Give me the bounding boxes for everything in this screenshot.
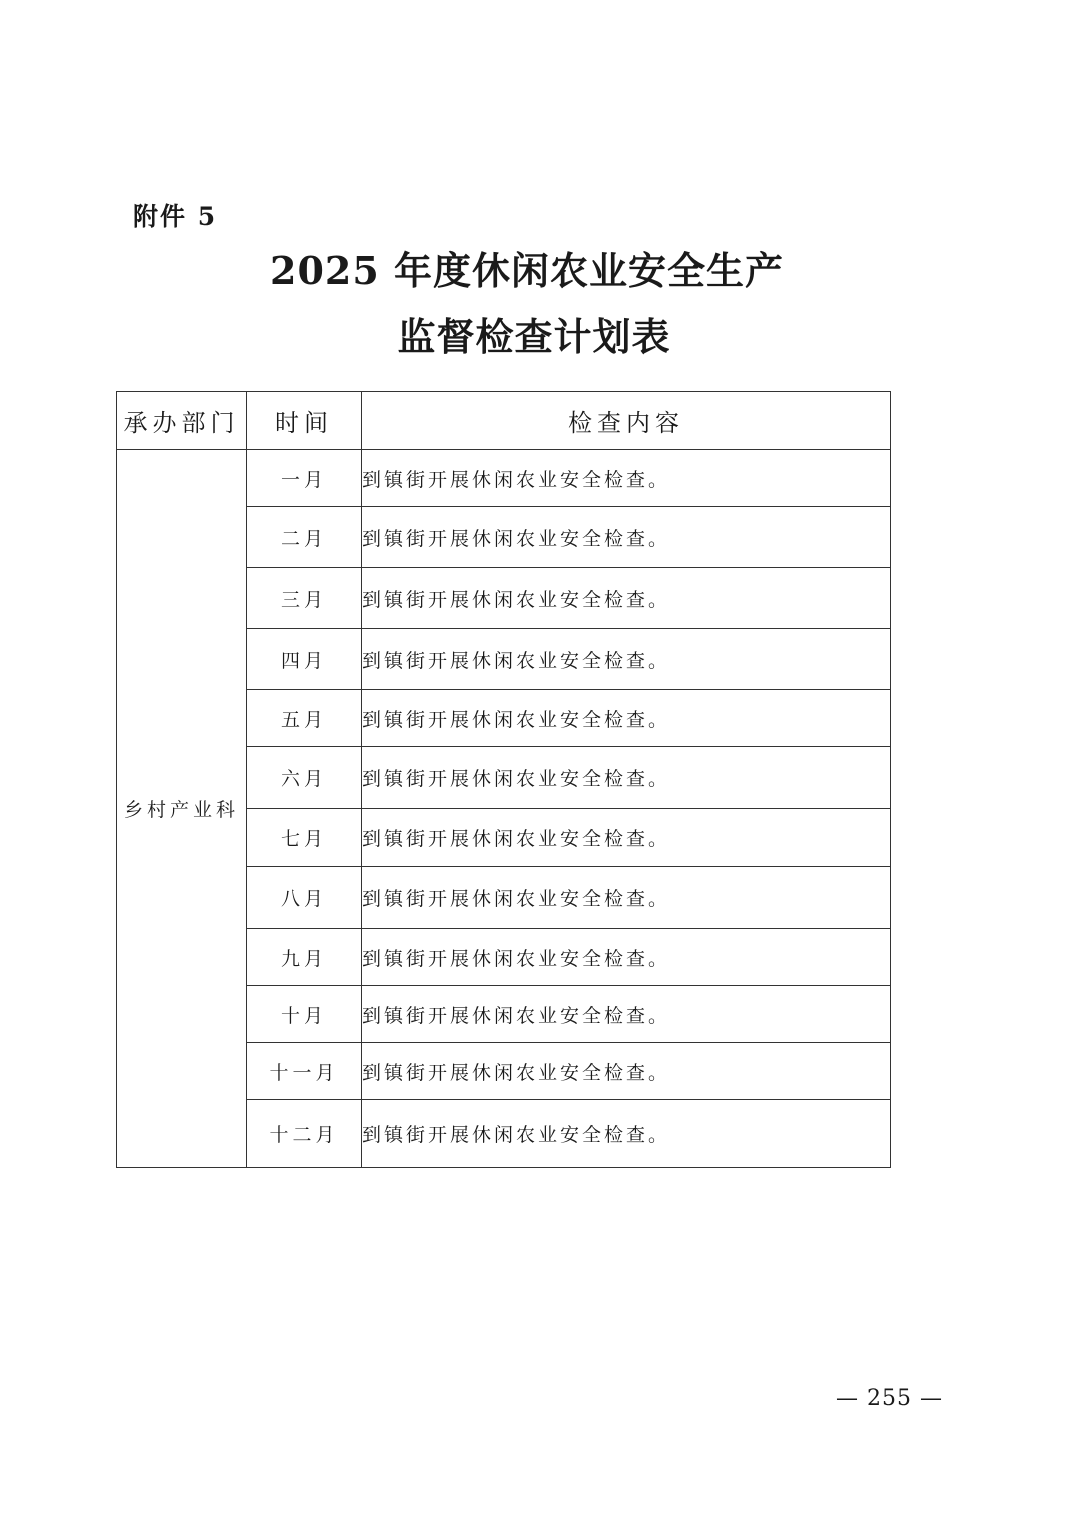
content-cell: 到镇街开展休闲农业安全检查。 [362,1100,891,1168]
month-cell: 十月 [247,986,362,1043]
content-cell: 到镇街开展休闲农业安全检查。 [362,986,891,1043]
document-title-line-1: 2025 年度休闲农业安全生产 [270,248,784,293]
content-cell: 到镇街开展休闲农业安全检查。 [362,809,891,867]
column-header-department: 承办部门 [117,392,247,450]
month-cell: 八月 [247,867,362,929]
inspection-plan-table [116,391,891,1168]
month-cell: 二月 [247,507,362,568]
column-header-content: 检查内容 [362,392,891,450]
month-cell: 十二月 [247,1100,362,1168]
content-cell: 到镇街开展休闲农业安全检查。 [362,1043,891,1100]
month-cell: 四月 [247,629,362,690]
content-cell: 到镇街开展休闲农业安全检查。 [362,747,891,809]
month-cell: 六月 [247,747,362,809]
page-number: — 255 — [836,1386,943,1411]
content-cell: 到镇街开展休闲农业安全检查。 [362,568,891,629]
month-cell: 十一月 [247,1043,362,1100]
column-header-time: 时间 [247,392,362,450]
month-cell: 三月 [247,568,362,629]
month-cell: 九月 [247,929,362,986]
content-cell: 到镇街开展休闲农业安全检查。 [362,690,891,747]
month-cell: 五月 [247,690,362,747]
content-cell: 到镇街开展休闲农业安全检查。 [362,629,891,690]
content-cell: 到镇街开展休闲农业安全检查。 [362,929,891,986]
content-cell: 到镇街开展休闲农业安全检查。 [362,867,891,929]
table-row [117,450,891,507]
month-cell: 七月 [247,809,362,867]
document-title-line-2: 监督检查计划表 [397,314,671,359]
content-cell: 到镇街开展休闲农业安全检查。 [362,507,891,568]
attachment-label: 附件 5 [133,202,218,231]
table-header-row [117,392,891,450]
department-cell: 乡村产业科 [117,450,247,1168]
table-body [117,450,891,1168]
month-cell: 一月 [247,450,362,507]
content-cell: 到镇街开展休闲农业安全检查。 [362,450,891,507]
